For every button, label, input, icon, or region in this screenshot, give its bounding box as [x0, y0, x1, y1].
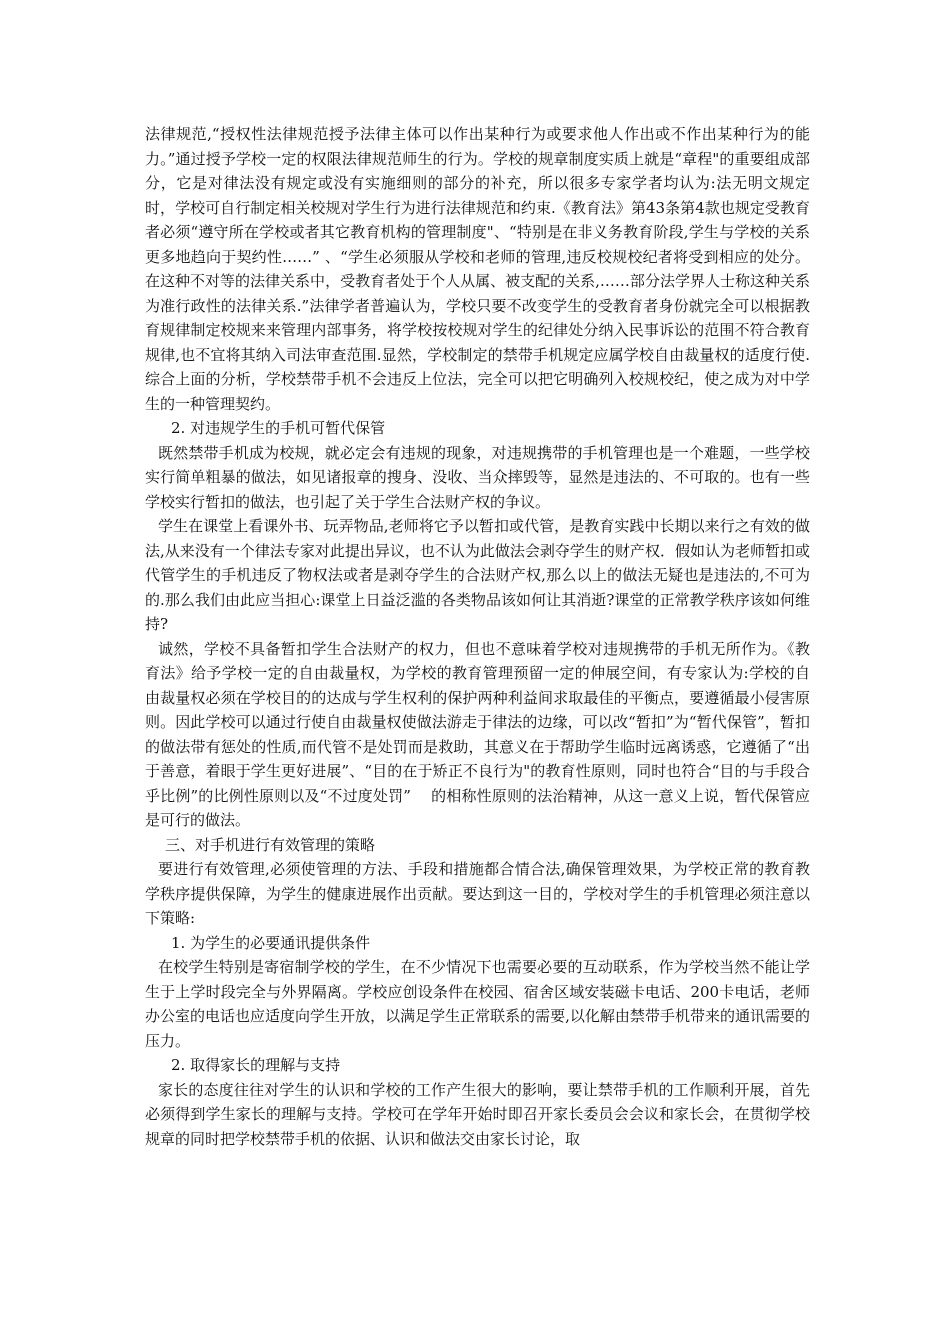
section-heading-management-strategies: 三、对手机进行有效管理的策略 [165, 835, 376, 854]
subheading-communication-conditions: 1. 为学生的必要通讯提供条件 [171, 933, 371, 952]
document-body [145, 122, 810, 1151]
paragraph-effective-management: 要进行有效管理,必须使管理的方法、手段和措施都合情合法,确保管理效果，为学校正常的教育教学秩序提供保障，为学生的健康进展作出贡献。要达到这一目的，学校对学生的手机管理必须注意以下策略: [145, 860, 810, 927]
paragraph-boarding-students: 在校学生特别是寄宿制学校的学生，在不少情况下也需要必要的互动联系，作为学校当然不能让学生于上学时段完全与外界隔离。学校应创设条件在校园、宿舍区域安装磁卡电话、200卡电话，老师办公室的电话也应适度向学生开放，以满足学生正常联系的需要,以化解由禁带手机带来的通讯需要的压力。 [145, 958, 810, 1050]
paragraph-parent-attitude: 家长的态度往往对学生的认识和学校的工作产生很大的影响，要让禁带手机的工作顺利开展，首先必须得到学生家长的理解与支持。学校可在学年开始时即召开家长委员会会议和家长会，在贯彻学校规章的同时把学校禁带手机的依据、认识和做法交由家长讨论，取 [145, 1080, 810, 1148]
paragraph-discretionary-power: 诚然，学校不具备暂扣学生合法财产的权力，但也不意味着学校对违规携带的手机无所作为。《教育法》给予学校一定的自由裁量权，为学校的教育管理预留一定的伸展空间，有专家认为:学校的自由裁量权必须在学校目的的达成与学生权利的保护两种利益间求取最佳的平衡点，要遵循最小侵害原则。因此学校可以通过行使自由裁量权使做法游走于律法的边缘，可以改“暂扣”为“暂代保管”，暂扣的做法带有惩处的性质,而代管不是处罚而是救助，其意义在于帮助学生临时远离诱惑，它遵循了“出于善意，着眼于学生更好进展”、“目的在于矫正不良行为"的教育性原则，同时也符合“目的与手段合乎比例”的比例性原则以及“不过度处罚” 的相称性原则的法治精神，从这一意义上说，暂代保管应是可行的做法。 [145, 639, 810, 829]
subheading-parent-support: 2. 取得家长的理解与支持 [171, 1056, 341, 1074]
paragraph-school-rules-legal-basis: 法律规范,“授权性法律规范授予法律主体可以作出某种行为或要求他人作出或不作出某种行为的能力。”通过授予学校一定的权限法律规范师生的行为。学校的规章制度实质上就是“章程"的重要组成部分，它是对律法没有规定或没有实施细则的部分的补充，所以很多专家学者均认为:法无明文规定时，学校可自行制定相关校规对学生行为进行法律规范和约束.《教育法》第43条第4款也规定受教育者必须“遵守所在学校或者其它教育机构的管理制度"、“特别是在非义务教育阶段,学生与学校的关系更多地趋向于契约性……” 、“学生必须服从学校和老师的管理,违反校规校纪者将受到相应的处分。在这种不对等的法律关系中，受教育者处于个人从属、被支配的关系,……部分法学界人士称这种关系为准行政性的法律关系.”法律学者普遍认为，学校只要不改变学生的受教育者身份就完全可以根据教育规律制定校规来来管理内部事务，将学校按校规对学生的纪律处分纳入民事诉讼的范围不符合教育规律,也不宜将其纳入司法审查范围.显然，学校制定的禁带手机规定应属学校自由裁量权的适度行使.综合上面的分析，学校禁带手机不会违反上位法，完全可以把它明确列入校规校纪，使之成为对中学生的一种管理契约。 [145, 125, 810, 413]
paragraph-violation-handling: 既然禁带手机成为校规，就必定会有违规的现象，对违规携带的手机管理也是一个难题，一些学校实行简单粗暴的做法，如见诸报章的搜身、没收、当众摔毁等，显然是违法的、不可取的。也有一些学校实行暂扣的做法，也引起了关于学生合法财产权的争议。 [145, 443, 810, 511]
paragraph-classroom-items: 学生在课堂上看课外书、玩弄物品,老师将它予以暂扣或代管，是教育实践中长期以来行之有效的做法,从来没有一个律法专家对此提出异议，也不认为此做法会剥夺学生的财产权．假如认为老师暂扣或代管学生的手机违反了物权法或者是剥夺学生的合法财产权,那么以上的做法无疑也是违法的,不可为的.那么我们由此应当担心:课堂上日益泛滥的各类物品该如何让其消逝?课堂的正常教学秩序该如何维持? [145, 517, 810, 633]
subheading-temporary-custody: 2. 对违规学生的手机可暂代保管 [171, 419, 386, 437]
